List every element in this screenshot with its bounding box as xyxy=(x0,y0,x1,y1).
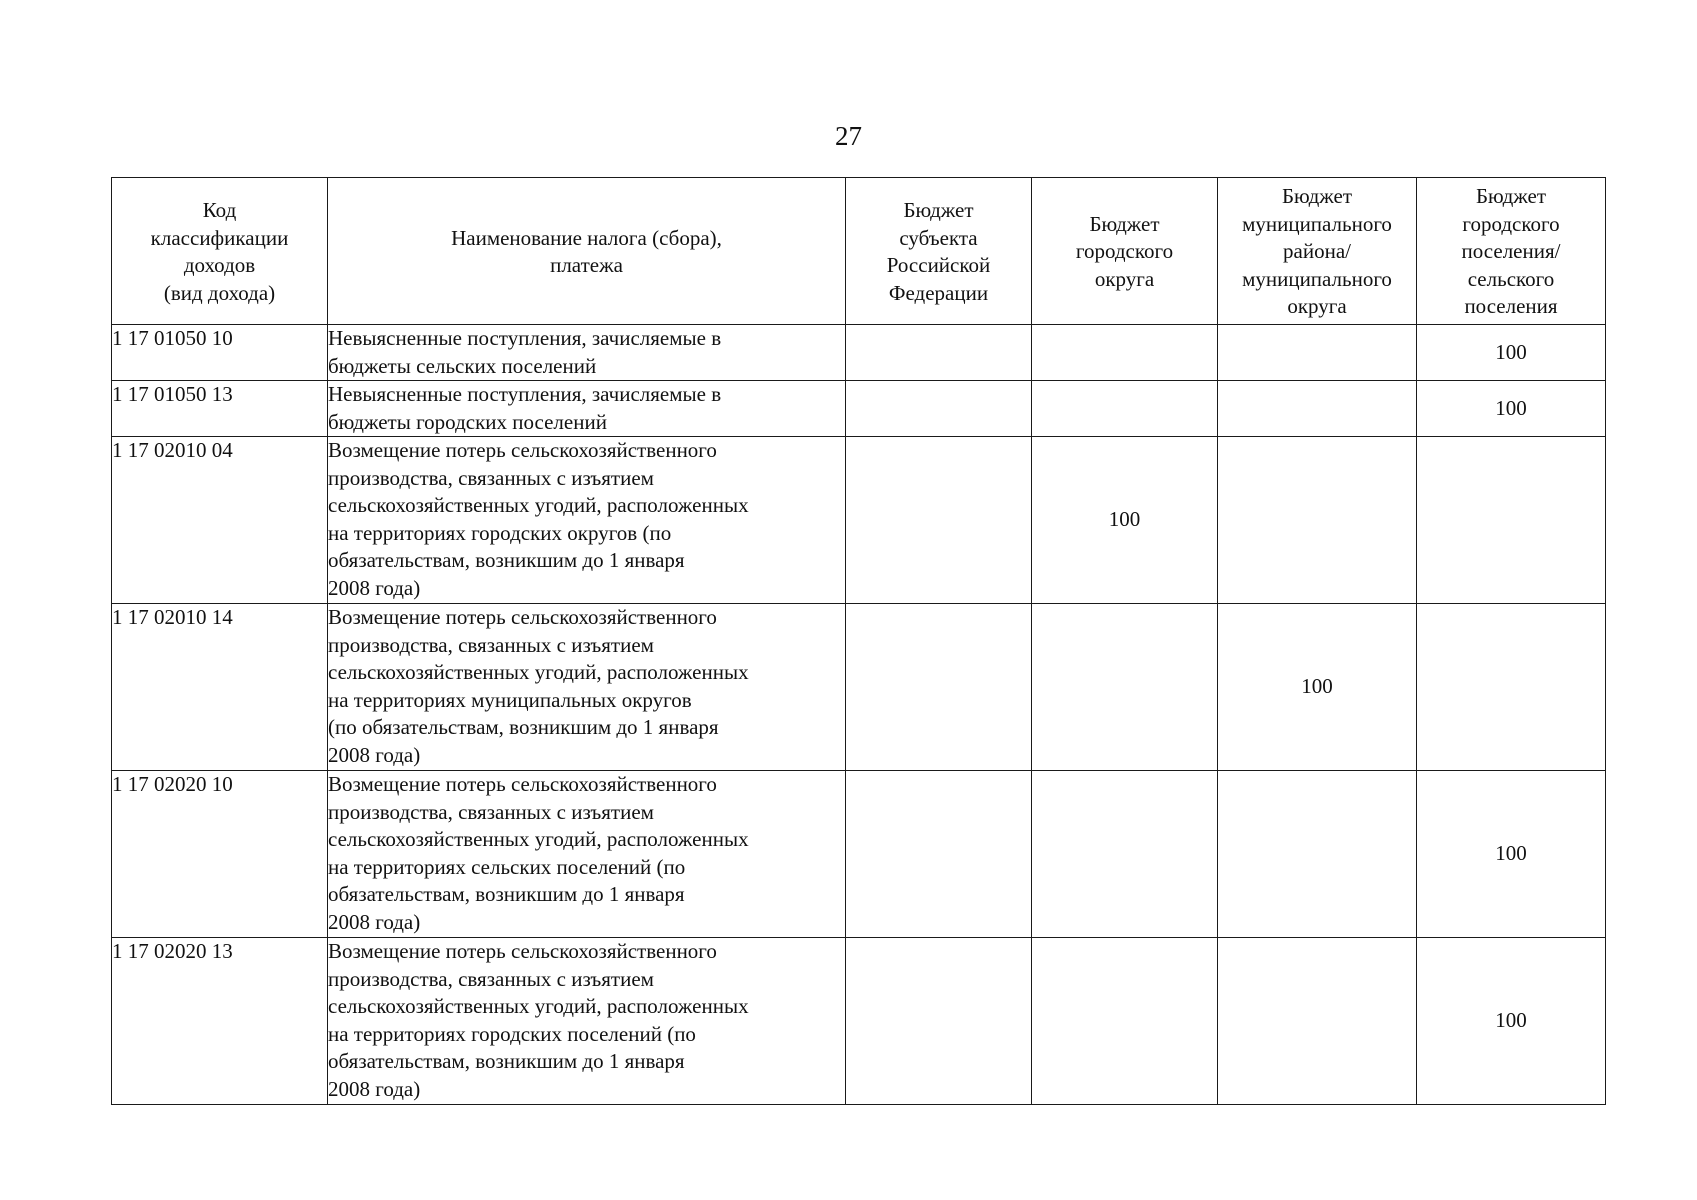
text-line: сельского xyxy=(1467,266,1555,291)
revenue-name-cell xyxy=(328,938,846,1105)
city-district-budget-cell xyxy=(1032,604,1218,771)
settlement-budget-cell: 100 xyxy=(1417,325,1606,381)
text-line: сельскохозяйственных угодий, расположенных xyxy=(328,827,749,851)
text-line: обязательствам, возникшим до 1 января xyxy=(328,548,685,572)
table-header-row xyxy=(112,178,1606,325)
city-district-budget-cell: 100 xyxy=(1032,437,1218,604)
table-row xyxy=(112,381,1606,437)
city-district-budget-cell xyxy=(1032,381,1218,437)
text-line: обязательствам, возникшим до 1 января xyxy=(328,1049,685,1073)
subject-budget-cell xyxy=(846,381,1032,437)
revenue-classification-table xyxy=(111,177,1606,1105)
text-line: Бюджет xyxy=(1089,211,1160,236)
revenue-name-cell xyxy=(328,604,846,771)
header-municipal-district-budget xyxy=(1218,178,1417,325)
subject-budget-cell xyxy=(846,604,1032,771)
settlement-budget-cell: 100 xyxy=(1417,771,1606,938)
text-line: на территориях сельских поселений (по xyxy=(328,854,686,879)
text-line: Бюджет xyxy=(1281,184,1353,209)
table-row xyxy=(112,437,1606,604)
municipal-district-budget-cell xyxy=(1218,938,1417,1105)
text-line: классификации xyxy=(150,225,289,250)
revenue-name-cell xyxy=(328,325,846,381)
text-line: округа xyxy=(1094,266,1155,291)
subject-budget-cell xyxy=(846,325,1032,381)
revenue-name-cell xyxy=(328,771,846,938)
settlement-budget-cell: 100 xyxy=(1417,381,1606,437)
settlement-budget-cell xyxy=(1417,437,1606,604)
text-line: городского xyxy=(1075,239,1174,264)
text-line: бюджеты сельских поселений xyxy=(328,353,597,378)
text-line: сельскохозяйственных угодий, расположенных xyxy=(328,493,749,517)
text-line: Возмещение потерь сельскохозяйственного xyxy=(328,939,717,963)
text-line: 2008 года) xyxy=(328,575,421,600)
header-code xyxy=(112,178,328,325)
text-line: 2008 года) xyxy=(328,909,421,934)
table-row xyxy=(112,604,1606,771)
text-line: Возмещение потерь сельскохозяйственного xyxy=(328,438,717,462)
table-row xyxy=(112,771,1606,938)
text-line: производства, связанных с изъятием xyxy=(328,632,654,657)
text-line: Возмещение потерь сельскохозяйственного xyxy=(328,772,717,796)
subject-budget-cell xyxy=(846,437,1032,604)
municipal-district-budget-cell xyxy=(1218,381,1417,437)
municipal-district-budget-cell xyxy=(1218,325,1417,381)
revenue-code-cell: 1 17 02020 13 xyxy=(112,938,328,1105)
settlement-budget-cell: 100 xyxy=(1417,938,1606,1105)
text-line: на территориях городских поселений (по xyxy=(328,1021,696,1046)
text-line: производства, связанных с изъятием xyxy=(328,966,654,991)
revenue-name-cell xyxy=(328,381,846,437)
revenue-name-cell xyxy=(328,437,846,604)
text-line: сельскохозяйственных угодий, расположенных xyxy=(328,660,749,684)
table-row xyxy=(112,325,1606,381)
text-line: субъекта xyxy=(899,225,978,250)
text-line: сельскохозяйственных угодий, расположенных xyxy=(328,994,749,1018)
text-line: 2008 года) xyxy=(328,1076,421,1101)
header-subject-budget xyxy=(846,178,1032,325)
settlement-budget-cell xyxy=(1417,604,1606,771)
table-row xyxy=(112,938,1606,1105)
municipal-district-budget-cell xyxy=(1218,771,1417,938)
revenue-code-cell: 1 17 02010 04 xyxy=(112,437,328,604)
page-number: 27 xyxy=(835,121,862,151)
revenue-code-cell: 1 17 02020 10 xyxy=(112,771,328,938)
text-line: городского xyxy=(1462,211,1560,236)
city-district-budget-cell xyxy=(1032,938,1218,1105)
text-line: обязательствам, возникшим до 1 января xyxy=(328,882,685,906)
text-line: района/ xyxy=(1283,239,1351,264)
text-line: Российской xyxy=(886,253,991,277)
text-line: на территориях муниципальных округов xyxy=(328,687,692,712)
text-line: поселения xyxy=(1464,294,1558,319)
text-line: (по обязательствам, возникшим до 1 января xyxy=(328,715,719,739)
subject-budget-cell xyxy=(846,771,1032,938)
header-city-district-budget xyxy=(1032,178,1218,325)
text-line: Бюджет xyxy=(1475,184,1547,209)
revenue-code-cell: 1 17 02010 14 xyxy=(112,604,328,771)
revenue-code-cell: 1 17 01050 13 xyxy=(112,381,328,437)
text-line: Федерации xyxy=(888,280,989,305)
text-line: округа xyxy=(1287,294,1347,319)
text-line: (вид дохода) xyxy=(163,280,276,305)
municipal-district-budget-cell: 100 xyxy=(1218,604,1417,771)
city-district-budget-cell xyxy=(1032,771,1218,938)
text-line: доходов xyxy=(183,253,256,277)
text-line: муниципального xyxy=(1242,211,1392,236)
text-line: Невыясненные поступления, зачисляемые в xyxy=(328,382,722,406)
header-settlement-budget xyxy=(1417,178,1606,325)
text-line: 2008 года) xyxy=(328,742,421,767)
subject-budget-cell xyxy=(846,938,1032,1105)
revenue-code-cell: 1 17 01050 10 xyxy=(112,325,328,381)
text-line: Бюджет xyxy=(903,198,974,222)
text-line: поселения/ xyxy=(1461,239,1561,264)
text-line: Невыясненные поступления, зачисляемые в xyxy=(328,326,722,350)
municipal-district-budget-cell xyxy=(1218,437,1417,604)
text-line: Наименование налога (сбора), xyxy=(451,225,722,250)
text-line: муниципального xyxy=(1242,266,1392,291)
text-line: Возмещение потерь сельскохозяйственного xyxy=(328,605,717,629)
text-line: бюджеты городских поселений xyxy=(328,409,607,434)
text-line: производства, связанных с изъятием xyxy=(328,799,654,824)
text-line: платежа xyxy=(550,253,623,277)
text-line: производства, связанных с изъятием xyxy=(328,465,654,490)
text-line: на территориях городских округов (по xyxy=(328,520,672,545)
city-district-budget-cell xyxy=(1032,325,1218,381)
text-line: Код xyxy=(202,198,237,222)
header-name xyxy=(328,178,846,325)
